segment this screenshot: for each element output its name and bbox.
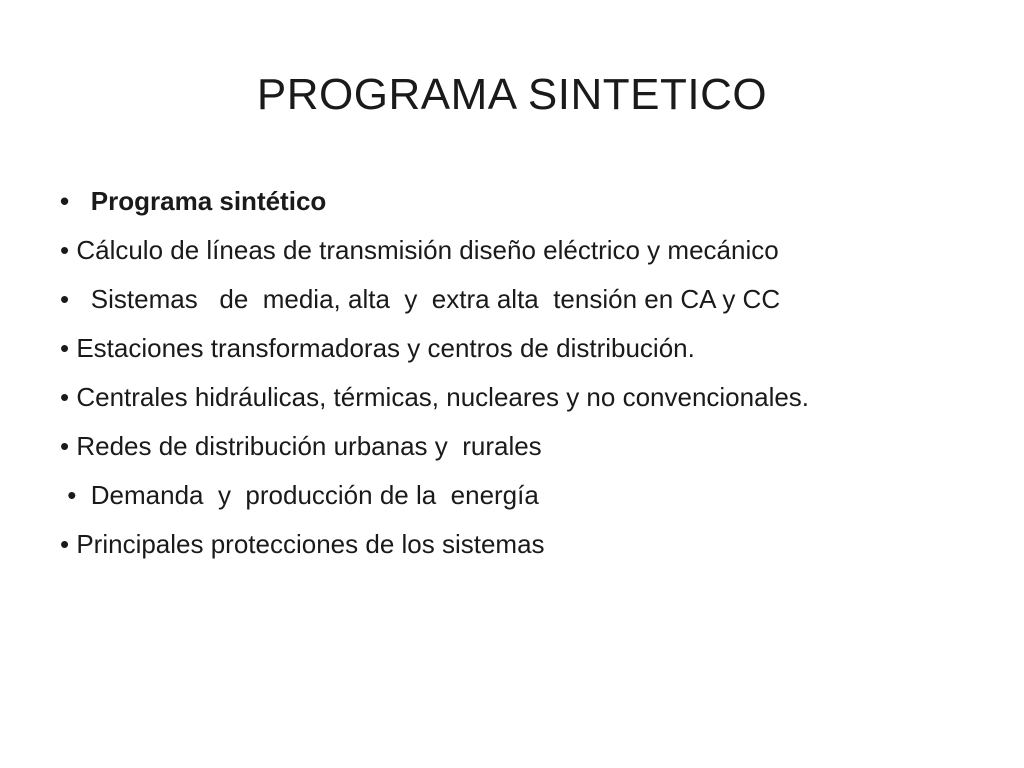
bullet-item: • Demanda y producción de la energía xyxy=(60,480,539,510)
bullet-item-heading: • Programa sintético xyxy=(60,186,327,216)
bullet-list xyxy=(60,185,980,577)
bullet-item: • Principales protecciones de los sistemas xyxy=(60,529,545,559)
bullet-item: • Estaciones transformadoras y centros de distribución. xyxy=(60,333,695,363)
slide-title: PROGRAMA SINTETICO xyxy=(256,70,768,119)
bullet-item: • Redes de distribución urbanas y rurales xyxy=(60,431,542,461)
bullet-item: • Centrales hidráulicas, térmicas, nucleares y no convencionales. xyxy=(60,382,810,412)
bullet-item: • Sistemas de media, alta y extra alta tensión en CA y CC xyxy=(60,284,781,314)
bullet-item: • Cálculo de líneas de transmisión diseño eléctrico y mecánico xyxy=(60,235,779,265)
